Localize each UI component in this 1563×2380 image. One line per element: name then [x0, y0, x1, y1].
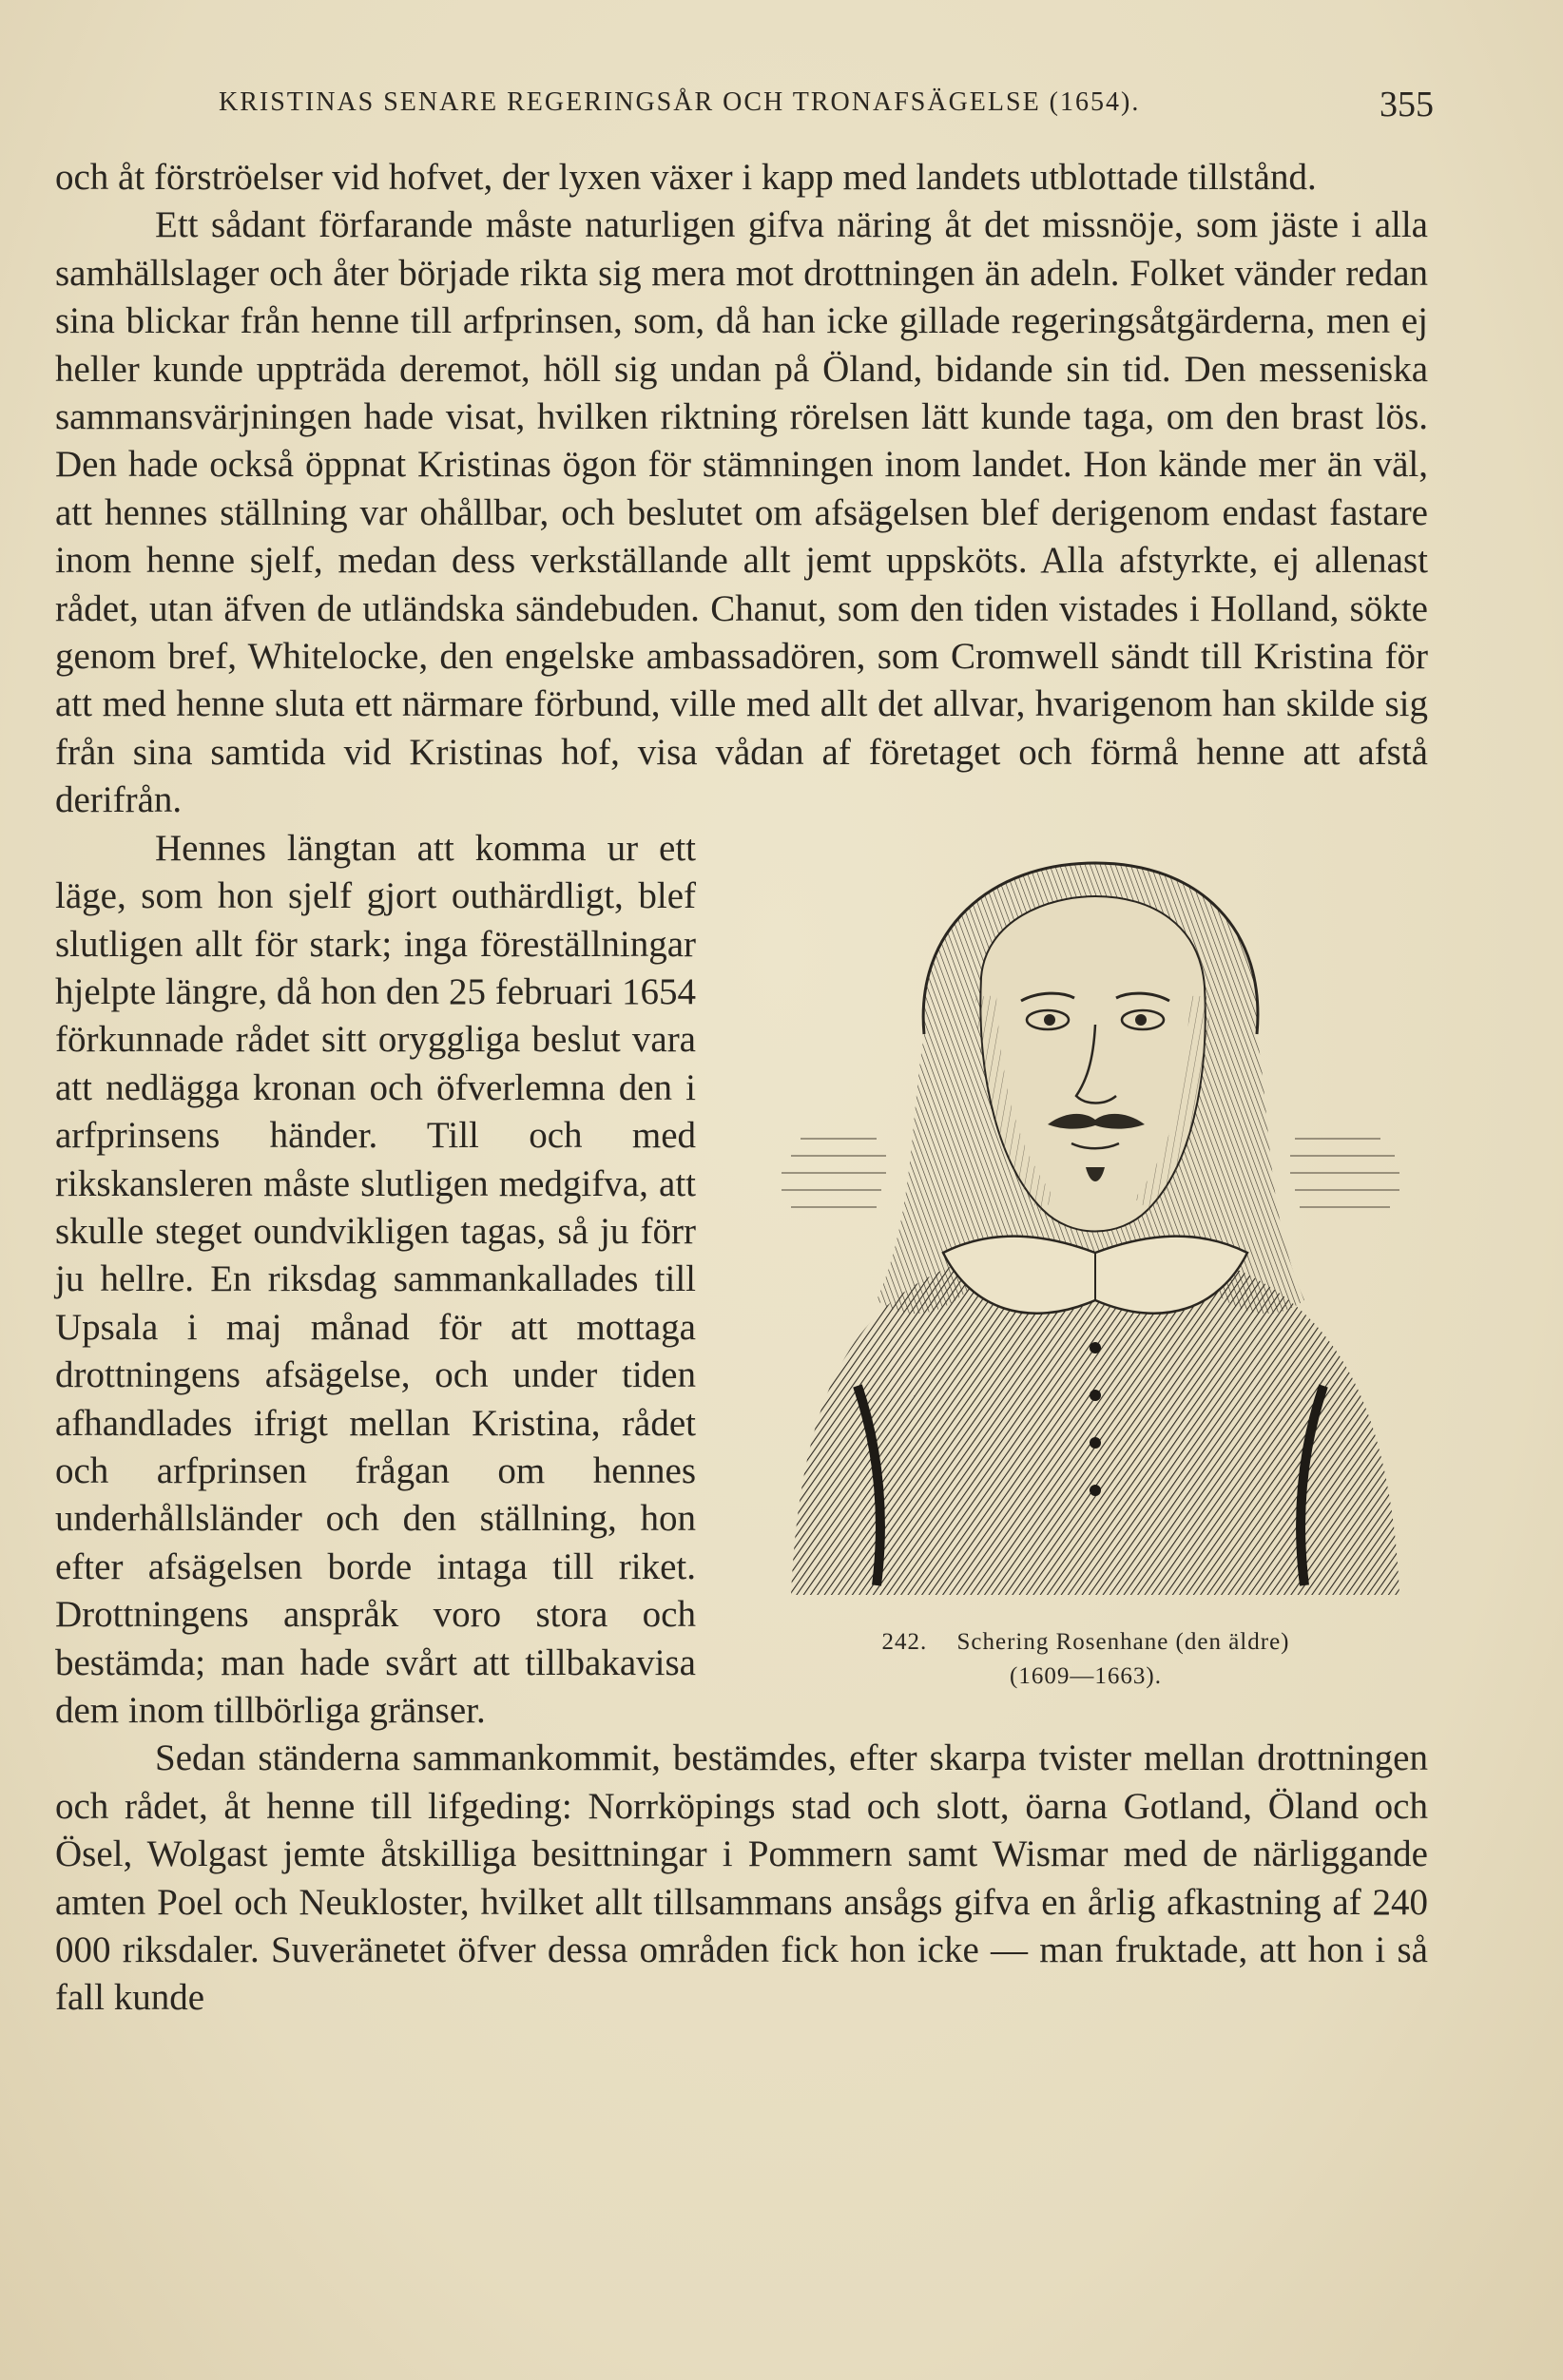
figure-number: 242.: [881, 1628, 928, 1655]
portrait-engraving: [772, 854, 1409, 1614]
portrait-figure: [743, 825, 1428, 1713]
figure-title: Schering Rosenhane (den äldre): [956, 1628, 1290, 1655]
paragraph-missnoje: Ett sådant förfarande måste naturligen gifva näring åt det missnöje, som jäste i alla samhällslager och åter började rikta sig mera mot drottningen än adeln. Folket vänder redan sina blickar från henne till arfprinsen, som, då han icke gillade regeringsåtgärderna, men ej heller kunde uppträda deremot, höll sig undan på Öland, bidande sin tid. Den messeniska sammansvärjningen hade visat, hvilken riktning rörelsen lätt kunde taga, om den brast lös. Den hade också öppnat Kristinas ögon för stämningen inom landet. Hon kände mer än väl, att hennes ställning var ohållbar, och beslutet om afsägelsen blef derigenom endast fastare inom henne sjelf, medan dess verkställande allt jemt uppsköts. Alla afstyrkte, ej allenast rådet, utan äfven de utländska sändebuden. Chanut, som den tiden vistades i Holland, sökte genom bref, Whitelocke, den engelske ambassadören, som Cromwell sändt till Kristina för att med henne sluta ett närmare förbund, ville med allt det allvar, hvarigenom han skilde sig från sina samtida vid Kristinas hof, visa vådan af företaget och förmå henne att afstå derifrån.: [55, 204, 1428, 821]
page-number: 355: [1380, 85, 1434, 125]
paragraph-standerna: Sedan ständerna sammankommit, bestämdes, efter skarpa tvister mellan drottningen och rådet, åt henne till lifgeding: Norrköpings stad och slott, öarna Gotland, Öland och Ösel, Wolgast jemte åtskilliga besittningar i Pommern samt Wismar med de närliggande amten Poel och Neukloster, hvilket allt tillsammans ansågs gifva en årlig afkastning af 240 000 riksdaler. Suveränetet öfver dessa områden fick hon icke — man fruktade, att hon i så fall kunde: [55, 1737, 1428, 2019]
figure-dates: (1609—1663).: [1010, 1662, 1162, 1689]
paragraph-continuation: och åt förströelser vid hofvet, der lyxen växer i kapp med landets utblottade tillstånd.: [55, 157, 1317, 198]
running-title: KRISTINAS SENARE REGERINGSÅR OCH TRONAFSÄGELSE (1654).: [219, 87, 1141, 117]
figure-caption: [743, 1625, 1428, 1694]
running-head: [219, 84, 1434, 131]
body-text: [55, 154, 1428, 2023]
paragraph-langtan: Hennes längtan att komma ur ett läge, som hon sjelf gjort outhärdligt, blef slutligen allt för stark; inga föreställningar hjelpte längre, då hon den 25 februari 1654 förkunnade rådet sitt oryggliga beslut vara att nedlägga kronan och öfverlemna den i arfprinsens händer. Till och med rikskansleren måste slutligen medgifva, att skulle steget oundvikligen tagas, så ju förr ju hellre. En riksdag sammankallades till Upsala i maj månad för att mottaga drottningens afsägelse, och under tiden afhandlades ifrigt mellan Kristina, rådet och arfprinsen frågan om hennes underhållsländer och den ställning, hon efter afsägelsen borde intaga till riket. Drottningens anspråk voro stora och bestämda; man hade svårt att tillbakavisa dem inom tillbörliga gränser.: [55, 827, 696, 1731]
